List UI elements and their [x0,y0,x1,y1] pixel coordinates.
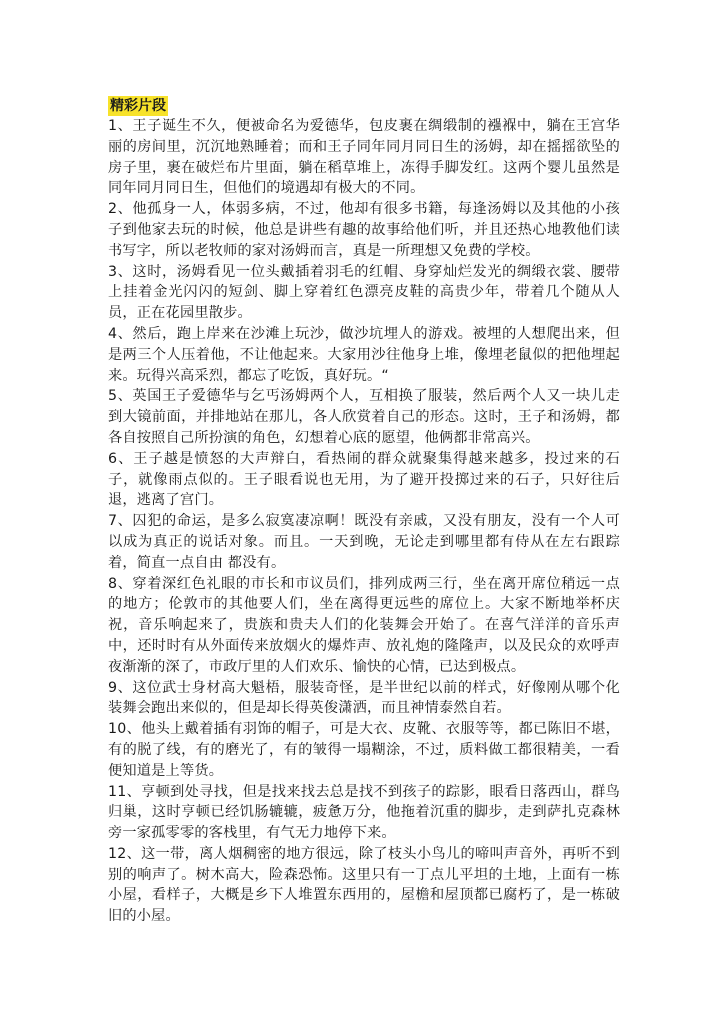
paragraph-9: 9、这位武士身材高大魁梧，服装奇怪，是半世纪以前的样式，好像刚从哪个化装舞会跑出来似的，但是却长得英俊潇洒，而且神情泰然自若。 [108,679,620,717]
paragraph-1: 1、王子诞生不久，便被命名为爱德华，包皮裹在绸缎制的襁褓中，躺在王宫华丽的房间里，沉沉地熟睡着；而和王子同年同月同日生的汤姆，却在摇摇欲坠的房子里，裹在破烂布片里面，躺在稻草堆上，冻得手脚发红。这两个婴儿虽然是同年同月同日生，但他们的境遇却有极大的不同。 [108,118,620,197]
section-heading: 精彩片段 [110,98,166,114]
paragraph-11: 11、亨顿到处寻找，但是找来找去总是找不到孩子的踪影，眼看日落西山，群鸟归巢，这时亨顿已经饥肠辘辘，疲惫万分，他拖着沉重的脚步，走到萨扎克森林旁一家孤零零的客栈里，有气无力地停下来。 [108,783,620,842]
paragraph-7: 7、囚犯的命运，是多么寂寞凄凉啊！既没有亲戚，又没有朋友，没有一个人可以成为真正的说话对象。而且。一天到晚，无论走到哪里都有侍从在左右跟踪着，简直一点自由 都没有。 [108,513,620,571]
paragraph-6: 6、王子越是愤怒的大声辩白，看热闹的群众就聚集得越来越多，投过来的石子，就像雨点似的。王子眼看说也无用，为了避开投掷过来的石子，只好往后退，逃离了宫门。 [108,450,620,509]
paragraph-5: 5、英国王子爱德华与乞丐汤姆两个人，互相换了服装，然后两个人又一块儿走到大镜前面，并排地站在那儿，各人欣赏着自己的形态。这时，王子和汤姆，都各自按照自己所扮演的角色，幻想着心底的愿望，他俩都非常高兴。 [108,388,620,446]
document-body [108,95,620,927]
paragraph-10: 10、他头上戴着插有羽饰的帽子，可是大衣、皮靴、衣服等等，都已陈旧不堪，有的脱了线，有的磨光了，有的皱得一塌糊涂，不过，质料做工都很精美，一看便知道是上等货。 [108,721,620,779]
paragraph-8: 8、穿着深红色礼眼的市长和市议员们，排列成两三行，坐在离开席位稍远一点的地方；伦敦市的其他要人们，坐在离得更远些的席位上。大家不断地举杯庆祝，音乐响起来了，贵族和贵夫人们的化装舞会开始了。在喜气洋洋的音乐声中，还时时有从外面传来放烟火的爆炸声、放礼炮的隆隆声，以及民众的欢呼声夜渐渐的深了，市政厅里的人们欢乐、愉快的心情，已达到极点。 [108,575,620,675]
paragraph-4: 4、然后，跑上岸来在沙滩上玩沙，做沙坑埋人的游戏。被埋的人想爬出来，但是两三个人压着他，不让他起来。大家用沙往他身上堆，像埋老鼠似的把他埋起来。玩得兴高采烈，都忘了吃饭，真好玩。“ [108,325,620,384]
paragraph-12: 12、这一带，离人烟稠密的地方很远，除了枝头小鸟儿的啼叫声音外，再听不到别的响声了。树木高大，险森恐怖。这里只有一丁点儿平坦的土地，上面有一栋小屋，看样子，大概是乡下人堆置东西用的，屋檐和屋顶都已腐朽了，是一栋破旧的小屋。 [108,845,620,925]
paragraph-2: 2、他孤身一人，体弱多病，不过，他却有很多书籍，每逢汤姆以及其他的小孩子到他家去玩的时候，他总是讲些有趣的故事给他们听，并且还热心地教他们读书写字，所以老牧师的家对汤姆而言，真是一所理想又免费的学校。 [108,201,620,259]
paragraph-3: 3、这时，汤姆看见一位头戴插着羽毛的红帽、身穿灿烂发光的绸缎衣裳、腰带上挂着金光闪闪的短剑、脚上穿着红色漂亮皮鞋的高贵少年，带着几个随从人员，正在花园里散步。 [108,263,620,322]
